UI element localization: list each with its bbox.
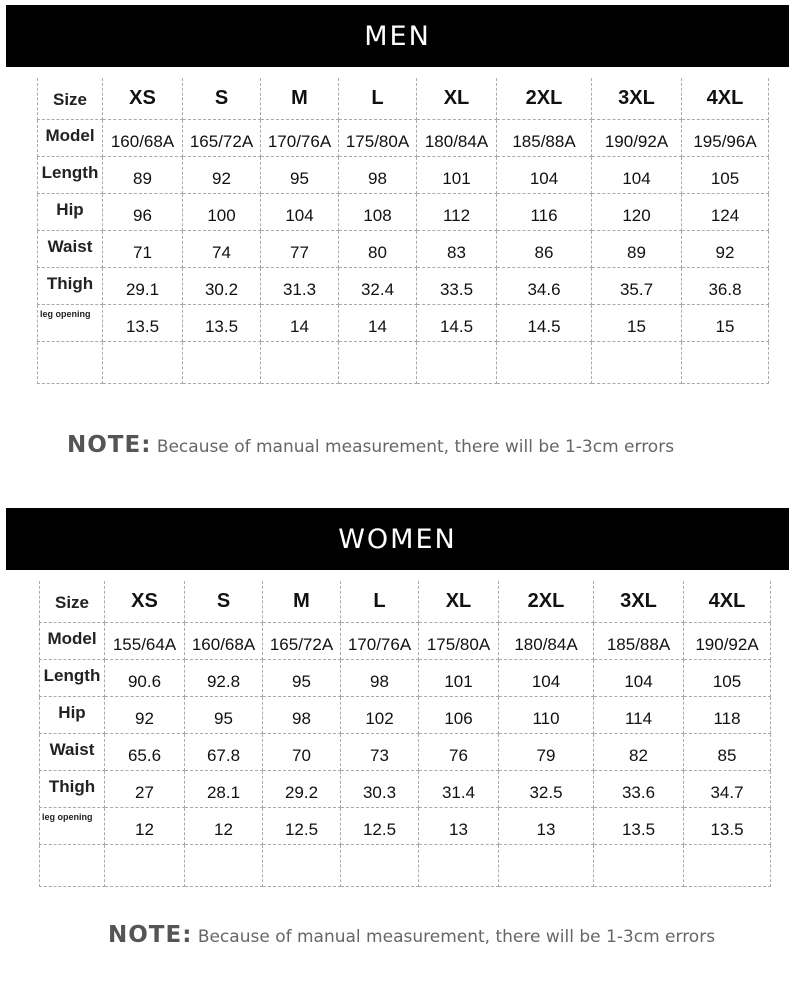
- table-cell: 90.6: [105, 659, 185, 696]
- table-cell: 160/68A: [185, 622, 263, 659]
- table-cell: 12: [105, 807, 185, 844]
- table-cell: 175/80A: [419, 622, 499, 659]
- row-label: Thigh: [38, 267, 103, 304]
- empty-row: [38, 341, 769, 383]
- empty-cell: [417, 341, 497, 383]
- women-section-banner: [6, 508, 789, 570]
- table-cell: 120: [592, 193, 682, 230]
- table-cell: 31.4: [419, 770, 499, 807]
- row-label: Length: [40, 659, 105, 696]
- table-cell: 12.5: [263, 807, 341, 844]
- table-cell: 30.3: [341, 770, 419, 807]
- table-row: [38, 267, 769, 304]
- table-cell: 28.1: [185, 770, 263, 807]
- table-cell: 14.5: [417, 304, 497, 341]
- table-row: [40, 770, 771, 807]
- table-cell: 79: [499, 733, 594, 770]
- table-cell: 118: [684, 696, 771, 733]
- size-header-3xl: 3XL: [594, 581, 684, 622]
- size-header-4xl: 4XL: [682, 78, 769, 119]
- size-header-2xl: 2XL: [497, 78, 592, 119]
- table-cell: 15: [682, 304, 769, 341]
- table-cell: 92: [105, 696, 185, 733]
- row-label: leg opening: [38, 304, 103, 341]
- row-label: Waist: [40, 733, 105, 770]
- table-cell: 185/88A: [497, 119, 592, 156]
- table-row: [40, 622, 771, 659]
- table-cell: 170/76A: [341, 622, 419, 659]
- table-cell: 165/72A: [263, 622, 341, 659]
- table-cell: 190/92A: [684, 622, 771, 659]
- table-cell: 13.5: [183, 304, 261, 341]
- row-label: Waist: [38, 230, 103, 267]
- empty-cell: [185, 844, 263, 886]
- table-cell: 13.5: [103, 304, 183, 341]
- table-cell: 15: [592, 304, 682, 341]
- table-cell: 175/80A: [339, 119, 417, 156]
- table-cell: 89: [103, 156, 183, 193]
- table-cell: 106: [419, 696, 499, 733]
- table-cell: 14: [339, 304, 417, 341]
- table-cell: 36.8: [682, 267, 769, 304]
- size-header-l: L: [339, 78, 417, 119]
- size-header-xl: XL: [417, 78, 497, 119]
- table-cell: 104: [499, 659, 594, 696]
- table-cell: 89: [592, 230, 682, 267]
- table-cell: 12: [185, 807, 263, 844]
- table-cell: 29.2: [263, 770, 341, 807]
- row-label: Model: [40, 622, 105, 659]
- empty-cell: [339, 341, 417, 383]
- table-cell: 101: [417, 156, 497, 193]
- empty-cell: [261, 341, 339, 383]
- table-cell: 27: [105, 770, 185, 807]
- size-header-row: [38, 78, 769, 119]
- women-note: [108, 922, 715, 948]
- empty-cell: [183, 341, 261, 383]
- table-cell: 98: [341, 659, 419, 696]
- table-row: [40, 659, 771, 696]
- empty-cell: [419, 844, 499, 886]
- size-header-2xl: 2XL: [499, 581, 594, 622]
- empty-cell: [40, 844, 105, 886]
- men-note: [67, 432, 674, 458]
- table-cell: 114: [594, 696, 684, 733]
- table-cell: 108: [339, 193, 417, 230]
- empty-row: [40, 844, 771, 886]
- table-cell: 82: [594, 733, 684, 770]
- table-cell: 14: [261, 304, 339, 341]
- table-cell: 165/72A: [183, 119, 261, 156]
- table-cell: 34.7: [684, 770, 771, 807]
- size-header-m: M: [263, 581, 341, 622]
- note-label: NOTE: [67, 432, 142, 458]
- note-text: Because of manual measurement, there will be 1-3cm errors: [156, 437, 675, 457]
- table-cell: 32.5: [499, 770, 594, 807]
- table-cell: 116: [497, 193, 592, 230]
- table-cell: 104: [594, 659, 684, 696]
- table-cell: 29.1: [103, 267, 183, 304]
- empty-cell: [684, 844, 771, 886]
- table-cell: 110: [499, 696, 594, 733]
- table-cell: 170/76A: [261, 119, 339, 156]
- empty-cell: [105, 844, 185, 886]
- table-cell: 112: [417, 193, 497, 230]
- table-cell: 102: [341, 696, 419, 733]
- row-label: Hip: [40, 696, 105, 733]
- empty-cell: [263, 844, 341, 886]
- women-title: WOMEN: [338, 523, 457, 555]
- table-row: [40, 807, 771, 844]
- table-row: [38, 230, 769, 267]
- table-cell: 98: [339, 156, 417, 193]
- table-cell: 92: [682, 230, 769, 267]
- table-cell: 195/96A: [682, 119, 769, 156]
- table-cell: 86: [497, 230, 592, 267]
- table-cell: 77: [261, 230, 339, 267]
- table-cell: 67.8: [185, 733, 263, 770]
- table-cell: 13.5: [684, 807, 771, 844]
- table-cell: 105: [682, 156, 769, 193]
- table-cell: 95: [185, 696, 263, 733]
- size-header-xs: XS: [103, 78, 183, 119]
- table-cell: 33.6: [594, 770, 684, 807]
- table-cell: 34.6: [497, 267, 592, 304]
- table-row: [38, 193, 769, 230]
- table-cell: 100: [183, 193, 261, 230]
- table-row: [38, 119, 769, 156]
- table-row: [38, 304, 769, 341]
- table-cell: 190/92A: [592, 119, 682, 156]
- table-cell: 160/68A: [103, 119, 183, 156]
- size-header-xl: XL: [419, 581, 499, 622]
- table-cell: 32.4: [339, 267, 417, 304]
- empty-cell: [103, 341, 183, 383]
- table-cell: 83: [417, 230, 497, 267]
- row-label: leg opening: [40, 807, 105, 844]
- note-colon: :: [141, 432, 152, 458]
- table-cell: 104: [497, 156, 592, 193]
- table-cell: 74: [183, 230, 261, 267]
- table-cell: 65.6: [105, 733, 185, 770]
- table-cell: 31.3: [261, 267, 339, 304]
- table-cell: 104: [592, 156, 682, 193]
- table-cell: 155/64A: [105, 622, 185, 659]
- empty-cell: [497, 341, 592, 383]
- empty-cell: [499, 844, 594, 886]
- size-header-m: M: [261, 78, 339, 119]
- table-cell: 105: [684, 659, 771, 696]
- table-cell: 180/84A: [499, 622, 594, 659]
- table-cell: 35.7: [592, 267, 682, 304]
- table-cell: 104: [261, 193, 339, 230]
- size-header-3xl: 3XL: [592, 78, 682, 119]
- size-header-s: S: [183, 78, 261, 119]
- table-cell: 185/88A: [594, 622, 684, 659]
- note-colon: :: [182, 922, 193, 948]
- empty-cell: [341, 844, 419, 886]
- row-label: Thigh: [40, 770, 105, 807]
- table-cell: 180/84A: [417, 119, 497, 156]
- table-cell: 92.8: [185, 659, 263, 696]
- size-label: Size: [40, 581, 105, 622]
- table-cell: 92: [183, 156, 261, 193]
- men-size-table: [37, 78, 769, 384]
- row-label: Hip: [38, 193, 103, 230]
- empty-cell: [38, 341, 103, 383]
- table-cell: 71: [103, 230, 183, 267]
- table-cell: 13: [499, 807, 594, 844]
- empty-cell: [682, 341, 769, 383]
- table-cell: 33.5: [417, 267, 497, 304]
- table-cell: 14.5: [497, 304, 592, 341]
- table-cell: 30.2: [183, 267, 261, 304]
- table-row: [40, 696, 771, 733]
- table-cell: 80: [339, 230, 417, 267]
- table-row: [40, 733, 771, 770]
- table-cell: 95: [263, 659, 341, 696]
- row-label: Length: [38, 156, 103, 193]
- table-cell: 85: [684, 733, 771, 770]
- table-cell: 95: [261, 156, 339, 193]
- size-header-row: [40, 581, 771, 622]
- note-text: Because of manual measurement, there will be 1-3cm errors: [197, 927, 716, 947]
- men-title: MEN: [364, 20, 431, 52]
- table-cell: 124: [682, 193, 769, 230]
- table-cell: 98: [263, 696, 341, 733]
- table-cell: 101: [419, 659, 499, 696]
- table-cell: 13.5: [594, 807, 684, 844]
- women-size-table: [39, 581, 771, 887]
- empty-cell: [594, 844, 684, 886]
- row-label: Model: [38, 119, 103, 156]
- size-header-s: S: [185, 581, 263, 622]
- table-cell: 12.5: [341, 807, 419, 844]
- table-cell: 73: [341, 733, 419, 770]
- table-cell: 76: [419, 733, 499, 770]
- note-label: NOTE: [108, 922, 183, 948]
- size-label: Size: [38, 78, 103, 119]
- table-cell: 70: [263, 733, 341, 770]
- table-cell: 96: [103, 193, 183, 230]
- empty-cell: [592, 341, 682, 383]
- size-header-l: L: [341, 581, 419, 622]
- size-header-4xl: 4XL: [684, 581, 771, 622]
- table-cell: 13: [419, 807, 499, 844]
- men-section-banner: [6, 5, 789, 67]
- table-row: [38, 156, 769, 193]
- size-header-xs: XS: [105, 581, 185, 622]
